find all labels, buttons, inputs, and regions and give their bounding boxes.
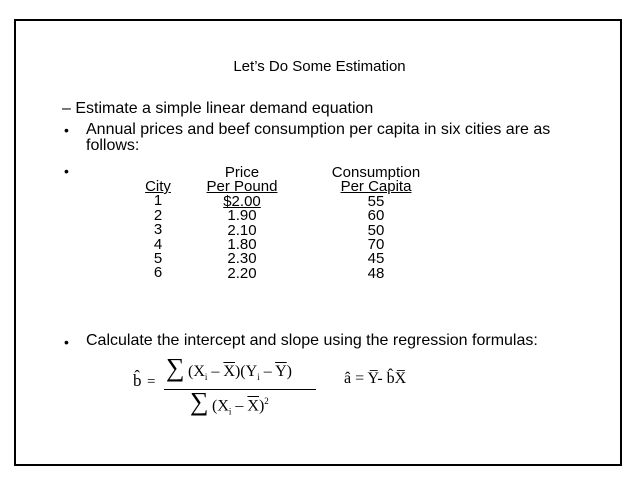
table-cell-city: 1 <box>153 192 163 210</box>
table-cell-consumption: 45 <box>367 250 385 268</box>
table-cell-city: 5 <box>153 250 163 268</box>
numerator-expression: $(X_i - \overline{X})(Y_i - \overline{Y})$ <box>188 363 292 383</box>
table-cell-consumption: 70 <box>367 236 385 254</box>
table-cell-price: 2.10 <box>227 221 257 239</box>
table-cell-city: 3 <box>153 221 163 239</box>
city-column <box>138 180 178 281</box>
b-hat-symbol: b̂ <box>133 371 142 390</box>
dash-item: – Estimate a simple linear demand equation <box>62 100 374 117</box>
bullet-3-text: Calculate the intercept and slope using the regression formulas: <box>86 332 538 349</box>
table-cell-consumption: 60 <box>367 207 385 225</box>
denominator-expression: $(X_i - \overline{X})^2$ <box>212 396 269 417</box>
sigma-denominator: ∑ <box>190 387 209 416</box>
table-cell-price: 1.80 <box>227 236 257 254</box>
price-header-line-1: Price <box>224 164 260 181</box>
consumption-header-line-2: Per Capita <box>340 178 412 196</box>
bullet-3-marker: • <box>64 334 69 350</box>
bullet-1-line-1: Annual prices and beef consumption per capita in six cities are as <box>86 121 551 138</box>
table-cell-city: 2 <box>153 206 163 224</box>
consumption-header-line-1: Consumption <box>331 164 421 181</box>
table-cell-consumption: 48 <box>367 264 385 282</box>
city-header: City <box>145 178 171 195</box>
bullet-1-marker: • <box>64 122 69 138</box>
table-cell-consumption: 50 <box>367 221 385 239</box>
price-column <box>196 166 288 281</box>
bullet-2-marker: • <box>64 163 69 179</box>
intercept-formula: â = Y̅- b̂X̅ <box>344 370 407 387</box>
table-cell-price: 2.20 <box>227 264 257 282</box>
bullet-1-line-2: follows: <box>86 137 140 154</box>
table-cell-price: 2.30 <box>227 250 257 268</box>
price-header-line-2: Per Pound <box>206 178 278 196</box>
table-cell-price: $2.00 <box>223 192 261 210</box>
table-cell-consumption: 55 <box>367 192 385 210</box>
consumption-column <box>318 166 434 281</box>
table-cell-city: 4 <box>153 235 163 253</box>
equals-sign: = <box>147 374 156 390</box>
slide-title: Let’s Do Some Estimation <box>233 58 406 75</box>
fraction-bar <box>164 389 316 390</box>
table-cell-city: 6 <box>153 264 163 282</box>
sigma-numerator: ∑ <box>166 353 185 382</box>
numerator-open: (X <box>188 363 205 380</box>
table-cell-price: 1.90 <box>227 207 257 225</box>
